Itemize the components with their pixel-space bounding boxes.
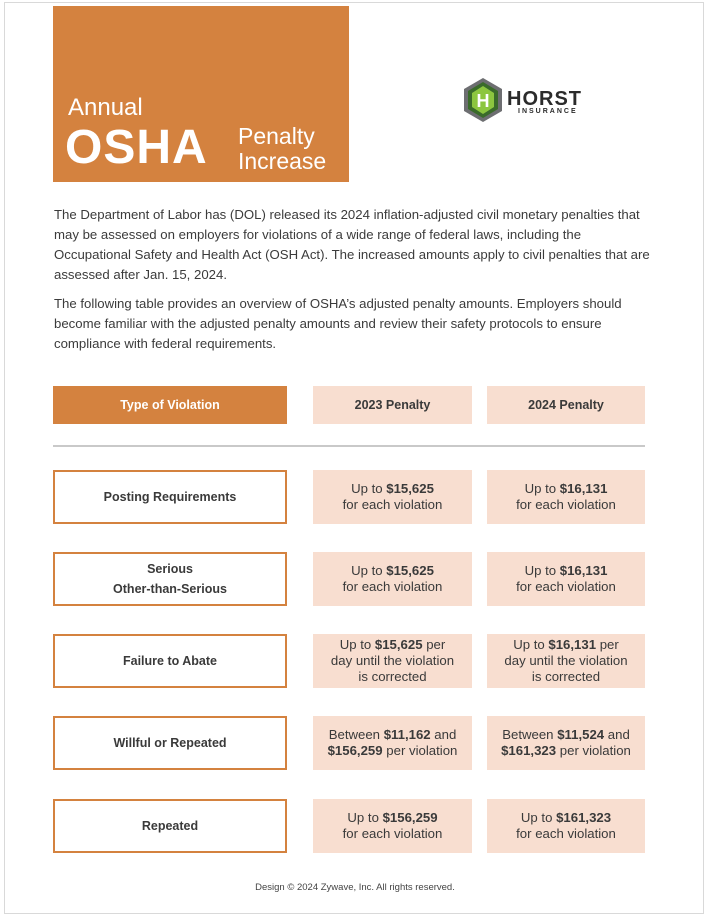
penalty-line xyxy=(358,669,426,685)
violation-type-line: Willful or Repeated xyxy=(113,736,227,750)
penalty-line xyxy=(351,563,434,579)
violation-type-line: Posting Requirements xyxy=(103,490,237,504)
intro-paragraph-1: The Department of Labor has (DOL) released its 2024 inflation-adjusted civil monetary penalties that may be assessed on employers for violations of a wide range of federal laws, including the Occupational Safety and Health Act (OSH Act). The increased amounts apply to civil penalties that are assessed after Jan. 15, 2024. xyxy=(54,207,650,282)
logo-subtitle: INSURANCE xyxy=(518,108,578,115)
penalty-line xyxy=(502,727,630,743)
penalty-suffix: and xyxy=(430,727,457,742)
violation-type-label xyxy=(53,716,287,770)
penalty-detail: per violation xyxy=(556,743,631,758)
penalty-2023-cell xyxy=(313,470,472,524)
penalty-prefix: Up to xyxy=(347,810,383,825)
penalty-detail: day until the violation xyxy=(504,653,628,668)
title-banner xyxy=(53,6,349,182)
penalty-amount-max: $156,259 xyxy=(327,743,383,758)
penalty-suffix: and xyxy=(604,727,630,742)
penalty-detail: is corrected xyxy=(358,669,427,684)
horst-insurance-logo xyxy=(463,77,613,123)
violation-type-label xyxy=(53,552,287,606)
penalty-detail: for each violation xyxy=(342,497,443,512)
penalty-2024-cell xyxy=(487,799,645,853)
penalty-line xyxy=(516,826,616,842)
penalty-amount: $161,323 xyxy=(556,810,612,825)
violation-type-label xyxy=(53,634,287,688)
penalty-detail: for each violation xyxy=(516,497,616,512)
penalty-amount: $11,162 xyxy=(383,727,431,742)
header-2024-penalty: 2024 Penalty xyxy=(487,386,645,424)
penalty-prefix: Up to xyxy=(339,637,375,652)
violation-type-line: Other-than-Serious xyxy=(113,582,227,596)
penalty-detail: day until the violation xyxy=(330,653,455,668)
penalty-amount: $156,259 xyxy=(382,810,438,825)
banner-annual: Annual xyxy=(68,94,143,121)
hexagon-logo-icon xyxy=(463,77,503,123)
violation-type-label xyxy=(53,799,287,853)
penalty-prefix: Between xyxy=(328,727,384,742)
penalty-line xyxy=(343,826,443,842)
penalty-amount: $16,131 xyxy=(559,481,608,496)
penalty-line xyxy=(513,637,619,653)
penalty-line xyxy=(521,810,611,826)
penalty-amount-max: $161,323 xyxy=(501,743,557,758)
penalty-line xyxy=(329,727,457,743)
violation-type-line: Serious xyxy=(147,562,193,576)
penalty-2023-cell xyxy=(313,799,472,853)
penalty-detail: is corrected xyxy=(531,669,601,684)
penalty-line xyxy=(525,563,608,579)
penalty-2023-cell xyxy=(313,552,472,606)
penalty-line xyxy=(343,497,443,513)
penalty-detail: for each violation xyxy=(516,826,616,841)
penalty-prefix: Up to xyxy=(513,637,549,652)
penalty-amount: $11,524 xyxy=(557,727,605,742)
penalty-line xyxy=(347,810,437,826)
banner-increase: Increase xyxy=(238,148,327,174)
penalty-line xyxy=(340,637,446,653)
penalty-2024-cell xyxy=(487,716,645,770)
penalty-line xyxy=(331,653,454,669)
penalty-suffix: per xyxy=(596,637,619,652)
penalty-line xyxy=(351,481,434,497)
penalty-line xyxy=(504,653,627,669)
banner-osha: OSHA xyxy=(65,121,208,174)
penalty-detail: for each violation xyxy=(342,826,443,841)
banner-penalty: Penalty xyxy=(238,123,315,149)
penalty-2023-cell xyxy=(313,634,472,688)
violation-type-line: Failure to Abate xyxy=(123,654,217,668)
logo-letter: H xyxy=(476,91,490,111)
footer-copyright: Design © 2024 Zywave, Inc. All rights reserved. xyxy=(255,882,455,893)
penalty-line xyxy=(343,579,443,595)
penalty-line xyxy=(516,579,616,595)
penalty-line xyxy=(525,481,608,497)
penalty-prefix: Between xyxy=(502,727,558,742)
penalty-detail: per violation xyxy=(382,743,458,758)
header-type-of-violation: Type of Violation xyxy=(53,386,287,424)
penalty-detail: for each violation xyxy=(516,579,616,594)
penalty-line xyxy=(532,669,600,685)
violation-type-label xyxy=(53,470,287,524)
penalty-amount: $16,131 xyxy=(548,637,597,652)
penalty-amount: $15,625 xyxy=(374,637,423,652)
penalty-2023-cell xyxy=(313,716,472,770)
penalty-2024-cell xyxy=(487,470,645,524)
penalty-prefix: Up to xyxy=(524,481,560,496)
penalty-line xyxy=(328,743,458,759)
penalty-detail: for each violation xyxy=(342,579,443,594)
penalty-amount: $16,131 xyxy=(559,563,608,578)
penalty-prefix: Up to xyxy=(524,563,560,578)
header-2023-penalty: 2023 Penalty xyxy=(313,386,472,424)
penalty-line xyxy=(501,743,631,759)
table-divider xyxy=(53,445,645,447)
penalty-2024-cell xyxy=(487,634,645,688)
penalty-line xyxy=(516,497,616,513)
penalty-amount: $15,625 xyxy=(386,481,434,496)
penalty-prefix: Up to xyxy=(351,481,387,496)
penalty-amount: $15,625 xyxy=(386,563,434,578)
violation-type-line: Repeated xyxy=(141,819,199,833)
penalty-suffix: per xyxy=(422,637,446,652)
penalty-prefix: Up to xyxy=(520,810,557,825)
penalty-prefix: Up to xyxy=(351,563,387,578)
logo-wordmark: HORST xyxy=(507,88,582,110)
intro-paragraph-2: The following table provides an overview of OSHA’s adjusted penalty amounts. Employers should become familiar with the adjusted penalty amounts and review their safety protocols to ensure compliance with federal requirements. xyxy=(54,296,622,351)
penalty-2024-cell xyxy=(487,552,645,606)
